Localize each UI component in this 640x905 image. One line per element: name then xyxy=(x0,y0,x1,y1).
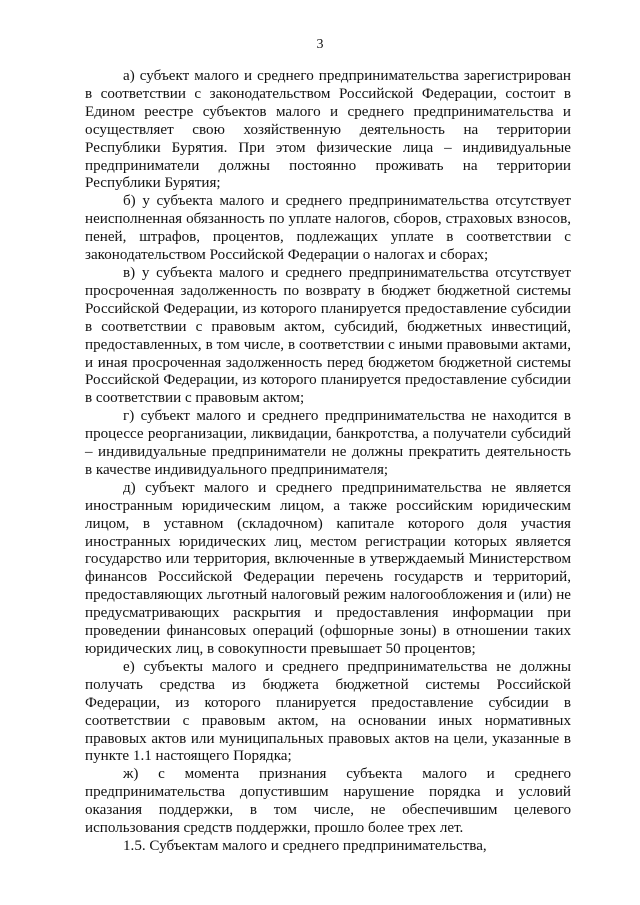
paragraph-1-5: 1.5. Субъектам малого и среднего предпринимательства, xyxy=(123,837,487,854)
paragraph-d: д) субъект малого и среднего предпринимательства не является иностранным юридическим лицом, а также российским юридическим лицом, в уставном (складочном) капитале которого доля участия иностранных юридических лиц, местом регистрации которых является государство или территория, включенные в утверждаемый Министерством финансов Российской Федерации перечень государств и территорий, предоставляющих льготный налоговый режим налогообложения и (или) не предусматривающих раскрытия и предоставления информации при проведении финансовых операций (офшорные зоны) в отношении таких юридических лиц, в совокупности превышает 50 процентов; xyxy=(85,479,571,657)
paragraph-b: б) у субъекта малого и среднего предпринимательства отсутствует неисполненная обязанность по уплате налогов, сборов, страховых взносов, пеней, штрафов, процентов, подлежащих уплате в соответствии с законодательством Российской Федерации о налогах и сборах; xyxy=(85,193,571,264)
paragraph-e: е) субъекты малого и среднего предпринимательства не должны получать средства из бюджета бюджетной системы Российской Федерации, из которого планируется предоставление субсидии в соответствии с правовым актом, на основании иных нормативных правовых актов или муниципальных правовых актов на цели, указанные в пункте 1.1 настоящего Порядка; xyxy=(85,658,571,765)
paragraph-v: в) у субъекта малого и среднего предпринимательства отсутствует просроченная задолженность по возврату в бюджет бюджетной системы Российской Федерации, из которого планируется предоставление субсидии в соответствии с правовым актом, субсидий, бюджетных инвестиций, предоставленных, в том числе, в соответствии с иными правовыми актами, и иная просроченная задолженность перед бюджетом бюджетной системы Российской Федерации, из которого планируется предоставление субсидии в соответствии с правовым актом; xyxy=(85,264,571,407)
page-number: 3 xyxy=(316,37,324,52)
paragraph-a: а) субъект малого и среднего предпринимательства зарегистрирован в соответствии с законодательством Российской Федерации, состоит в Едином реестре субъектов малого и среднего предпринимательства и осуществляет свою хозяйственную деятельность на территории Республики Бурятия. При этом физические лица – индивидуальные предприниматели должны постоянно проживать на территории Республики Бурятия; xyxy=(85,68,571,192)
paragraph-zh: ж) с момента признания субъекта малого и среднего предпринимательства допустившим нарушение порядка и условий оказания поддержки, в том числе, не обеспечившим целевого использования средств поддержки, прошло более трех лет. xyxy=(85,766,571,837)
document-body xyxy=(85,68,571,856)
paragraph-g: г) субъект малого и среднего предпринимательства не находится в процессе реорганизации, ликвидации, банкротства, а получатели субсидий – индивидуальные предприниматели не должны прекратить деятельность в качестве индивидуального предпринимателя; xyxy=(85,408,571,478)
